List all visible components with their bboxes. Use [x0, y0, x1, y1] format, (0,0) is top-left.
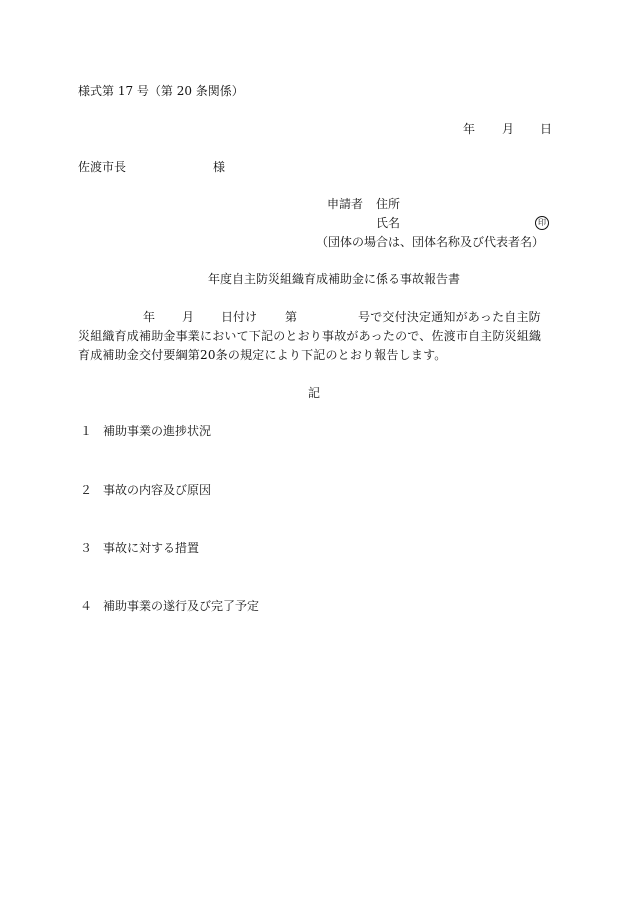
addressee-title: 佐渡市長	[78, 160, 127, 174]
ki-heading: 記	[308, 386, 321, 400]
date-month-label: 月	[502, 122, 515, 136]
item-number: １	[80, 424, 93, 438]
group-note: （団体の場合は、団体名称及び代表者名）	[316, 235, 545, 249]
applicant-label: 申請者	[327, 197, 364, 211]
body-no-prefix: 第	[285, 310, 298, 324]
body-year: 年	[143, 310, 156, 324]
addressee-honorific: 様	[213, 160, 226, 174]
body-line3: 育成補助金交付要綱第20条の規定により下記のとおり報告します。	[78, 348, 447, 362]
body-month: 月	[182, 310, 195, 324]
date-year-label: 年	[463, 122, 476, 136]
item-number: ３	[80, 541, 93, 555]
date-day-label: 日	[540, 122, 553, 136]
address-label: 住所	[376, 197, 401, 211]
document-title: 年度自主防災組織育成補助金に係る事故報告書	[208, 272, 461, 286]
body-dated: 日付け	[221, 310, 258, 324]
item-text: 補助事業の遂行及び完了予定	[103, 599, 260, 613]
body-line2: 災組織育成補助金事業において下記のとおり事故があったので、佐渡市自主防災組織	[78, 329, 542, 343]
item-text: 補助事業の進捗状況	[103, 424, 212, 438]
body-line1-rest: 号で交付決定通知があった自主防	[358, 310, 541, 324]
name-label: 氏名	[376, 216, 401, 230]
item-number: ４	[80, 599, 93, 613]
seal-mark: 印	[535, 216, 549, 230]
form-number: 様式第 17 号（第 20 条関係）	[78, 84, 244, 98]
item-number: ２	[80, 483, 93, 497]
item-text: 事故の内容及び原因	[103, 483, 212, 497]
item-text: 事故に対する措置	[103, 541, 200, 555]
